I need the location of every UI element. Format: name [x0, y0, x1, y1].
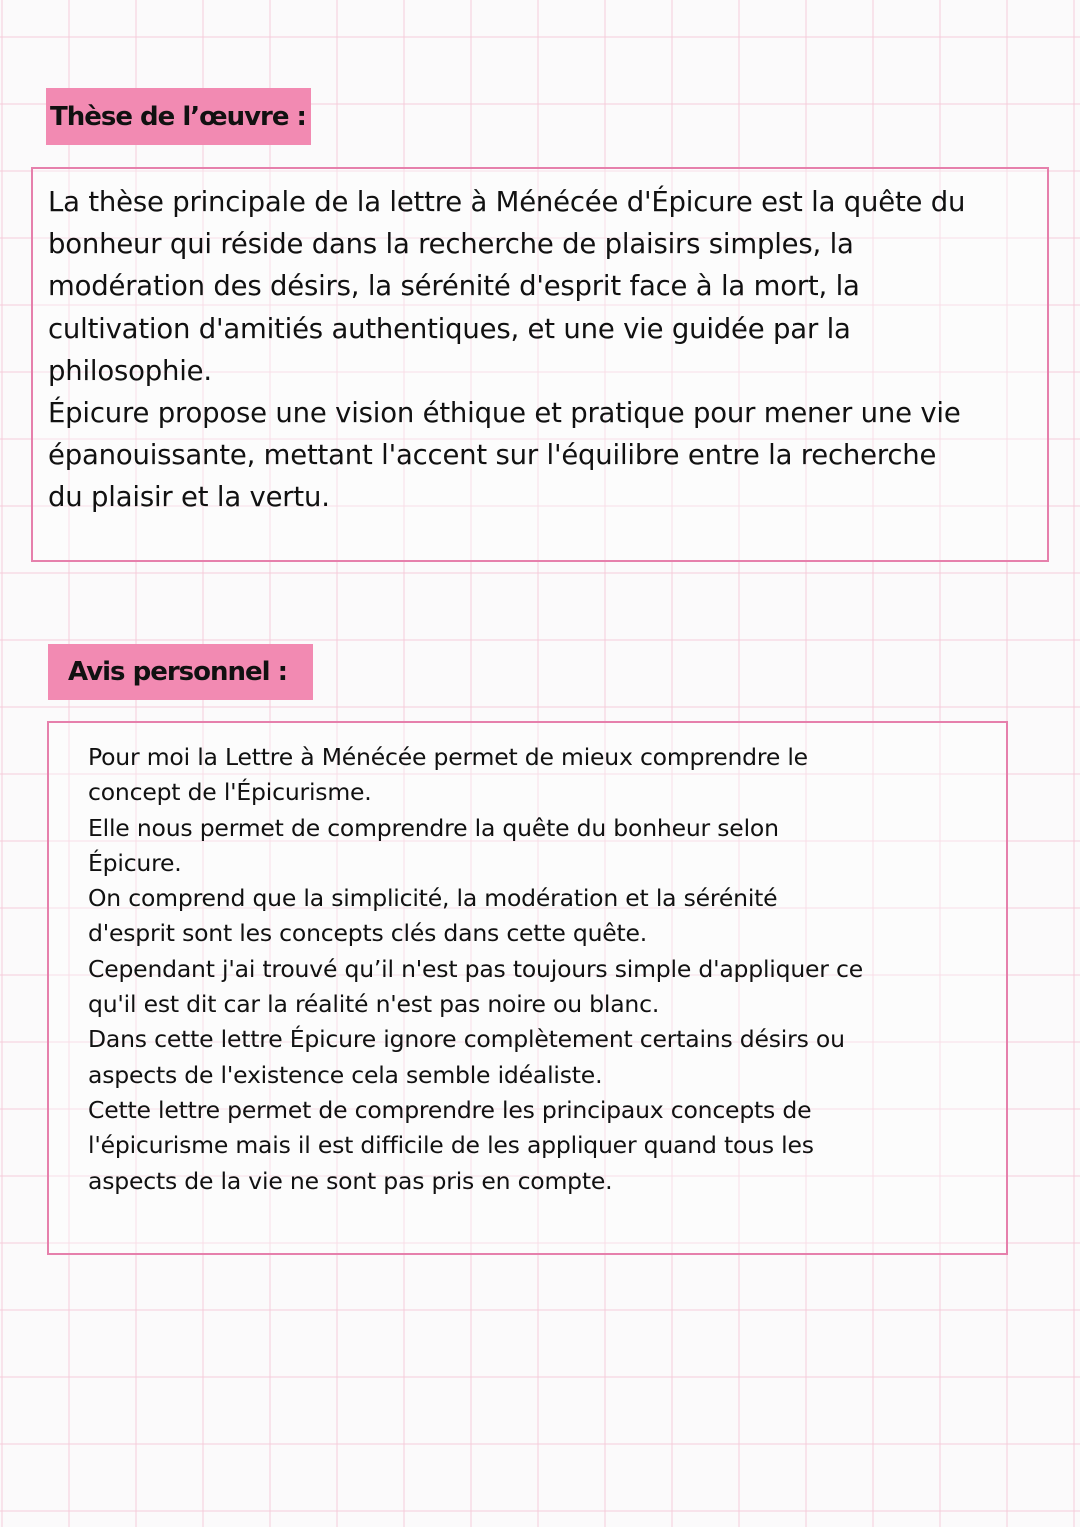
these-text-line: La thèse principale de la lettre à Ménécée d'Épicure est la quête du [48, 186, 966, 218]
these-text-line: cultivation d'amitiés authentiques, et une vie guidée par la [48, 312, 851, 345]
avis-text-line: Cependant j'ai trouvé qu’il n'est pas toujours simple d'appliquer ce [88, 954, 864, 983]
these-text-line: philosophie. [48, 354, 212, 387]
avis-text-line: l'épicurisme mais il est difficile de les appliquer quand tous les [88, 1131, 814, 1160]
avis-text-line: aspects de la vie ne sont pas pris en compte. [88, 1166, 613, 1195]
these-text-box [31, 167, 1049, 562]
avis-text-line: aspects de l'existence cela semble idéaliste. [88, 1060, 603, 1089]
these-text-line: du plaisir et la vertu. [48, 481, 330, 514]
these-heading [46, 88, 311, 145]
avis-text-line: Dans cette lettre Épicure ignore complètement certains désirs ou [88, 1025, 845, 1054]
avis-text-line: Épicure. [88, 848, 182, 877]
avis-heading [48, 644, 313, 700]
avis-text-line: On comprend que la simplicité, la modération et la sérénité [88, 884, 778, 913]
these-text-line: modération des désirs, la sérénité d'esprit face à la mort, la [48, 270, 860, 303]
avis-text-line: Cette lettre permet de comprendre les principaux concepts de [88, 1095, 812, 1124]
avis-text-line: Pour moi la Lettre à Ménécée permet de mieux comprendre le [88, 743, 808, 771]
avis-text-line: Elle nous permet de comprendre la quête du bonheur selon [88, 813, 779, 842]
these-text-line: épanouissante, mettant l'accent sur l'équilibre entre la recherche [48, 439, 937, 472]
avis-text-box [47, 721, 1008, 1255]
avis-heading-text: Avis personnel : [68, 657, 288, 687]
avis-text-line: d'esprit sont les concepts clés dans cette quête. [88, 919, 648, 948]
these-heading-text: Thèse de l’œuvre : [50, 101, 306, 132]
these-text-line: Épicure propose une vision éthique et pratique pour mener une vie [48, 397, 961, 430]
avis-text-line: concept de l'Épicurisme. [88, 778, 372, 807]
these-text-line: bonheur qui réside dans la recherche de plaisirs simples, la [48, 228, 854, 261]
avis-text-line: qu'il est dit car la réalité n'est pas noire ou blanc. [88, 990, 660, 1019]
